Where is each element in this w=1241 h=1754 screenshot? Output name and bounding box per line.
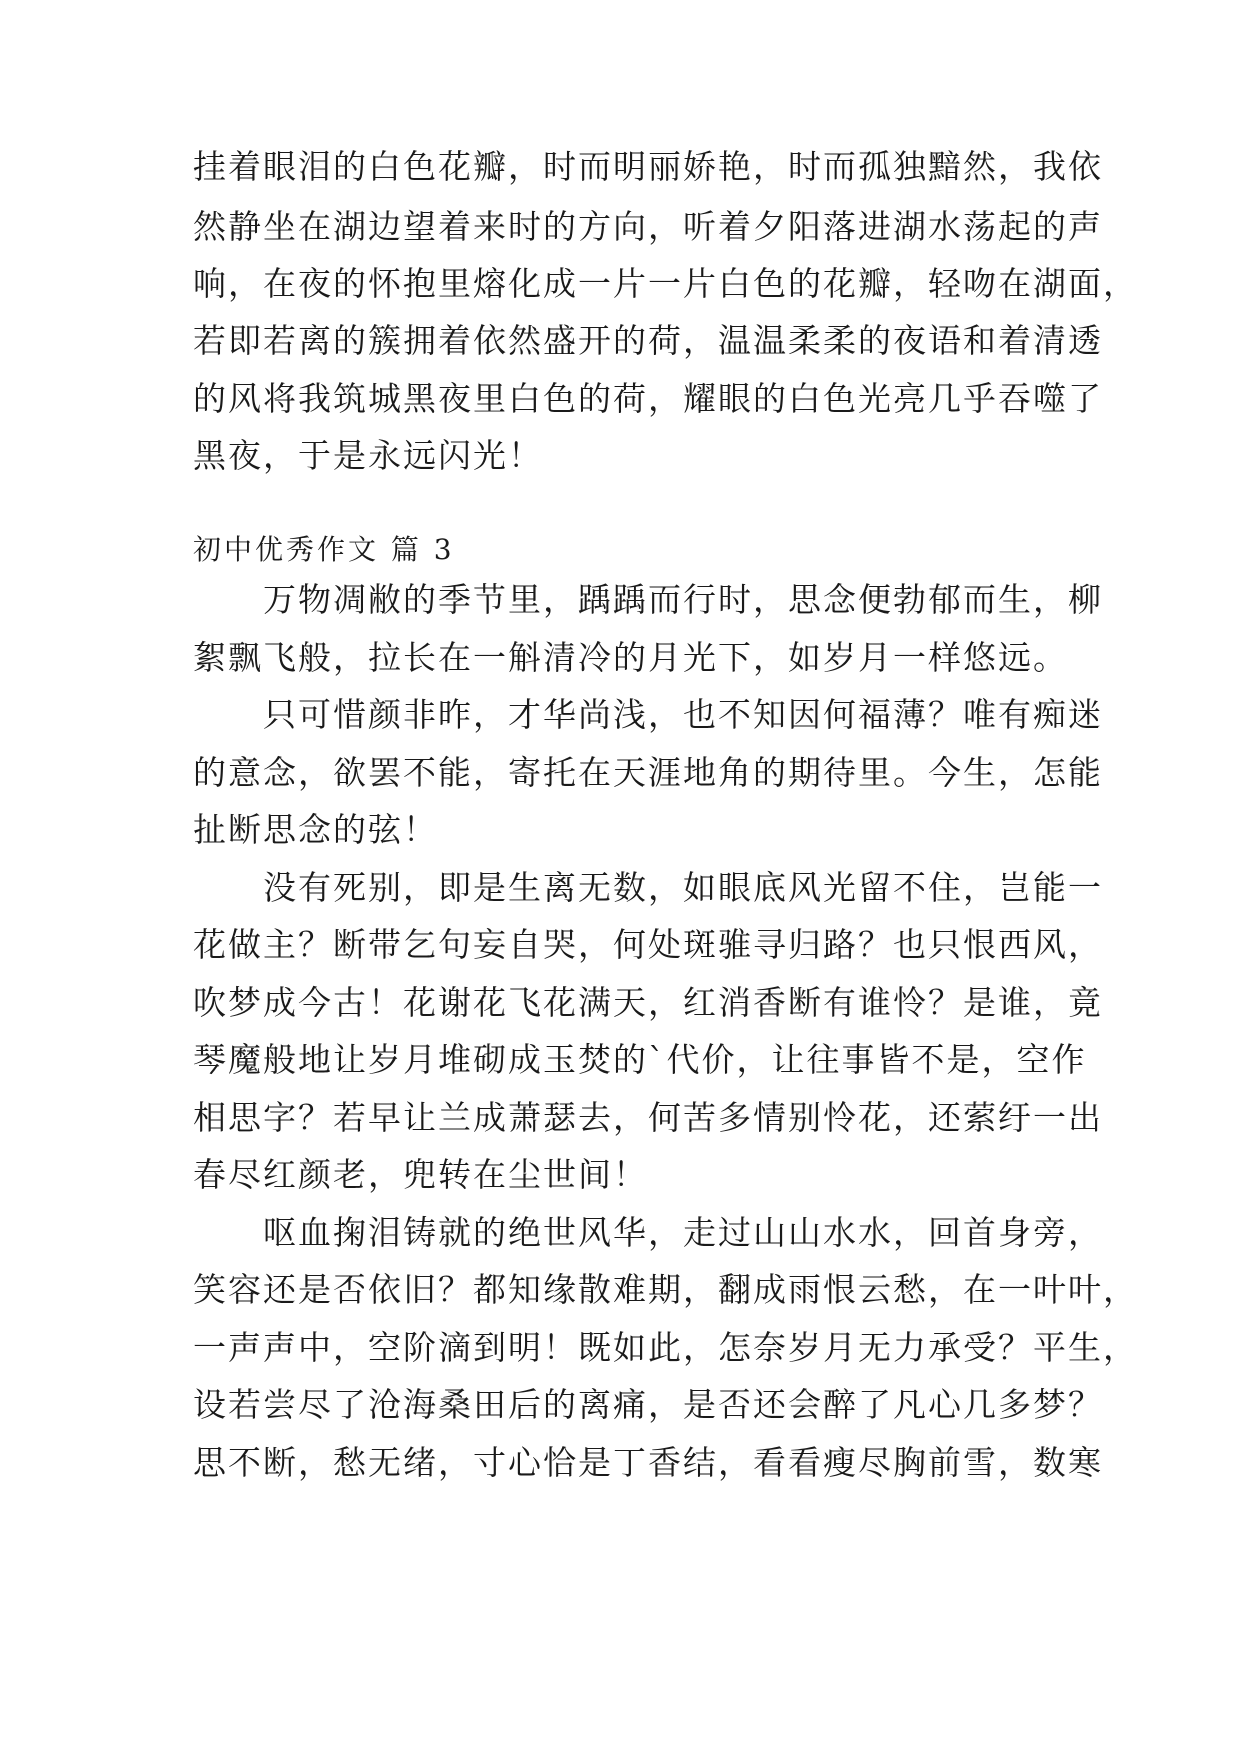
paragraph-line: 絮飘飞般，拉长在一斛清冷的月光下，如岁月一样悠远。 xyxy=(193,638,1068,677)
paragraph-line: 春尽红颜老，兜转在尘世间！ xyxy=(193,1155,648,1194)
paragraph-line: 若即若离的簇拥着依然盛开的荷，温温柔柔的夜语和着清透 xyxy=(193,321,1103,360)
paragraph-line: 思不断，愁无绪，寸心恰是丁香结，看看瘦尽胸前雪，数寒 xyxy=(193,1443,1103,1482)
paragraph-line: 万物凋敝的季节里，踽踽而行时，思念便勃郁而生，柳 xyxy=(193,580,1103,619)
section-heading: 初中优秀作文 篇 3 xyxy=(193,533,455,566)
paragraph-line: 吹梦成今古！花谢花飞花满天，红消香断有谁怜？是谁，竟 xyxy=(193,983,1103,1022)
paragraph-line: 的风将我筑城黑夜里白色的荷，耀眼的白色光亮几乎吞噬了 xyxy=(193,379,1103,418)
paragraph-line: 呕血掬泪铸就的绝世风华，走过山山水水，回首身旁， xyxy=(193,1213,1103,1252)
paragraph-line: 一声声中，空阶滴到明！既如此，怎奈岁月无力承受？平生， xyxy=(193,1328,1138,1367)
paragraph-line: 花做主？断带乞句妄自哭，何处斑骓寻归路？也只恨西风， xyxy=(193,925,1103,964)
paragraph-line: 只可惜颜非昨，才华尚浅，也不知因何福薄？唯有痴迷 xyxy=(193,695,1103,734)
paragraph-line: 挂着眼泪的白色花瓣，时而明丽娇艳，时而孤独黯然，我依 xyxy=(193,147,1103,186)
paragraph-line: 相思字？若早让兰成萧瑟去，何苦多情别怜花，还萦纡一出 xyxy=(193,1098,1103,1137)
paragraph-line: 笑容还是否依旧？都知缘散难期，翻成雨恨云愁，在一叶叶， xyxy=(193,1270,1138,1309)
paragraph-line: 然静坐在湖边望着来时的方向，听着夕阳落进湖水荡起的声 xyxy=(193,207,1103,246)
paragraph-line: 响，在夜的怀抱里熔化成一片一片白色的花瓣，轻吻在湖面， xyxy=(193,264,1138,303)
paragraph-line: 琴魔般地让岁月堆砌成玉焚的`代价，让往事皆不是，空作 xyxy=(193,1040,1087,1079)
paragraph-line: 黑夜，于是永远闪光！ xyxy=(193,436,543,475)
paragraph-line: 扯断思念的弦！ xyxy=(193,810,438,849)
paragraph-line: 的意念，欲罢不能，寄托在天涯地角的期待里。今生，怎能 xyxy=(193,753,1103,792)
paragraph-line: 设若尝尽了沧海桑田后的离痛，是否还会醉了凡心几多梦？ xyxy=(193,1385,1103,1424)
paragraph-line: 没有死别，即是生离无数，如眼底风光留不住，岂能一 xyxy=(193,868,1103,907)
